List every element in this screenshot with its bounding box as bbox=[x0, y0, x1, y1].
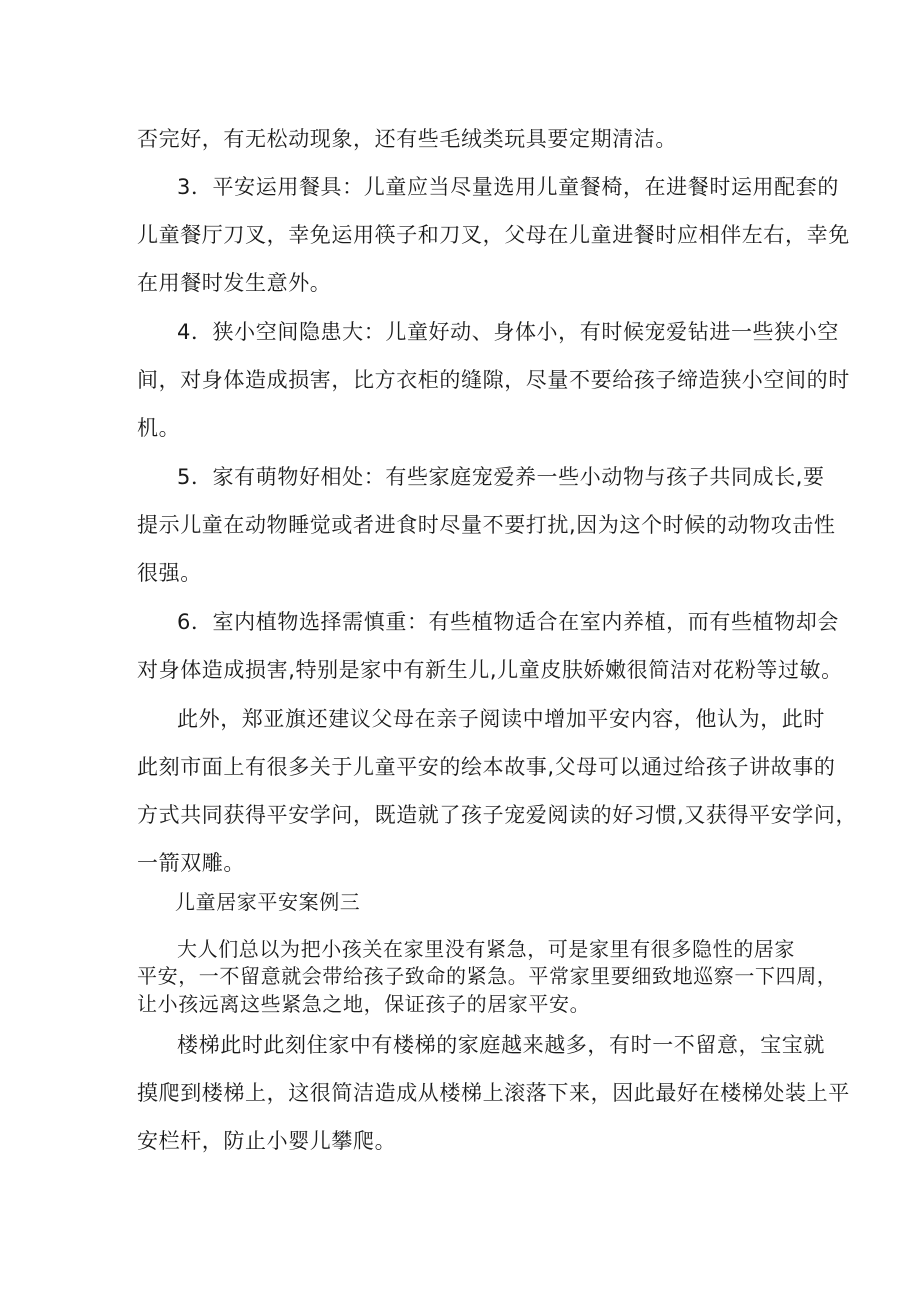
text-line: 儿童餐厅刀叉，幸免运用筷子和刀叉，父母在儿童进餐时应相伴左右，幸免 bbox=[137, 223, 850, 247]
text-line: 对身体造成损害,特别是家中有新生儿,儿童皮肤娇嫩很简洁对花粉等过敏。 bbox=[137, 658, 843, 682]
text-line: 间，对身体造成损害，比方衣柜的缝隙，尽量不要给孩子缔造狭小空间的时 bbox=[137, 368, 850, 392]
text-line: 方式共同获得平安学问，既造就了孩子宠爱阅读的好习惯,又获得平安学问， bbox=[137, 803, 858, 827]
text-line: 4．狭小空间隐患大：儿童好动、身体小，有时候宠爱钻进一些狭小空 bbox=[177, 320, 839, 344]
text-line: 5．家有萌物好相处：有些家庭宠爱养一些小动物与孩子共同成长,要 bbox=[177, 465, 825, 489]
section-heading: 儿童居家平安案例三 bbox=[175, 890, 361, 914]
text-line: 此外，郑亚旗还建议父母在亲子阅读中增加平安内容，他认为，此时 bbox=[177, 707, 825, 731]
text-line: 平安，一不留意就会带给孩子致命的紧急。平常家里要细致地巡察一下四周， bbox=[137, 964, 838, 988]
text-line: 一箭双雕。 bbox=[137, 851, 245, 875]
text-line: 摸爬到楼梯上，这很简洁造成从楼梯上滚落下来，因此最好在楼梯处装上平 bbox=[137, 1081, 850, 1105]
text-line: 在用餐时发生意外。 bbox=[137, 271, 332, 295]
text-line: 很强。 bbox=[137, 561, 202, 585]
text-line: 楼梯此时此刻住家中有楼梯的家庭越来越多，有时一不留意，宝宝就 bbox=[177, 1033, 825, 1057]
text-line: 3．平安运用餐具：儿童应当尽量选用儿童餐椅，在进餐时运用配套的 bbox=[177, 175, 839, 199]
text-line: 6．室内植物选择需慎重：有些植物适合在室内养植，而有些植物却会 bbox=[177, 610, 839, 634]
text-line: 提示儿童在动物睡觉或者进食时尽量不要打扰,因为这个时候的动物攻击性 bbox=[137, 513, 836, 537]
text-line: 让小孩远离这些紧急之地，保证孩子的居家平安。 bbox=[137, 992, 591, 1016]
text-line: 机。 bbox=[137, 416, 181, 440]
text-line: 否完好，有无松动现象，还有些毛绒类玩具要定期清洁。 bbox=[137, 127, 677, 151]
text-line: 此刻市面上有很多关于儿童平安的绘本故事,父母可以通过给孩子讲故事的 bbox=[137, 755, 836, 779]
text-line: 大人们总以为把小孩关在家里没有紧急，可是家里有很多隐性的居家 bbox=[177, 937, 795, 961]
text-line: 安栏杆，防止小婴儿攀爬。 bbox=[137, 1129, 397, 1153]
